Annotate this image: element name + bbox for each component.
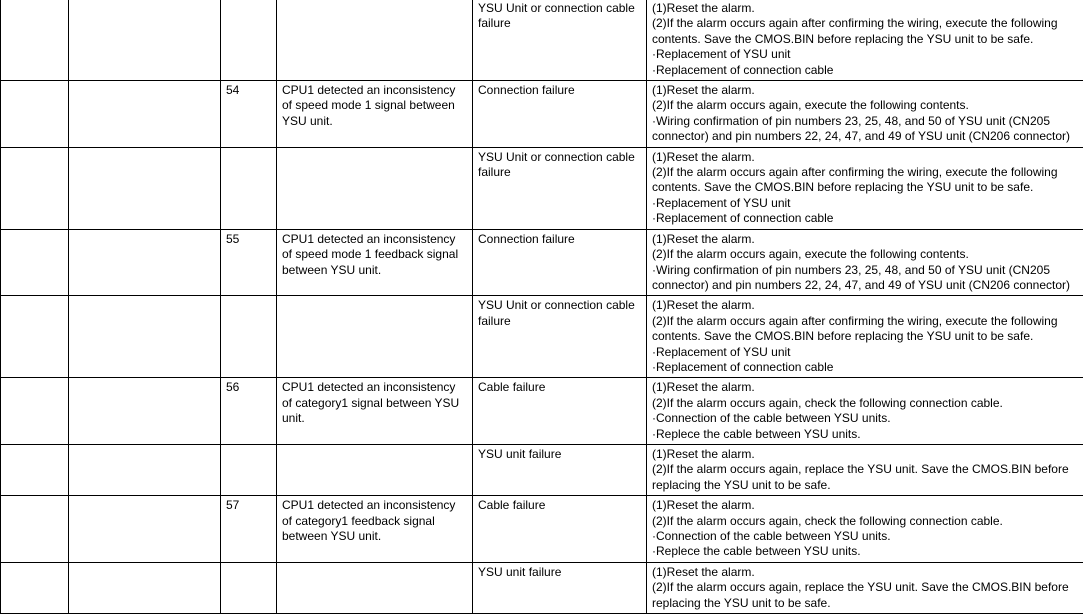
alarm-description-cell [277, 296, 473, 378]
table-row [1, 296, 1083, 378]
alarm-cause-cell: YSU Unit or connection cable failure [473, 296, 647, 378]
table-row [1, 147, 1083, 229]
alarm-action-cell: (1)Reset the alarm. (2)If the alarm occurs again, check the following connection cable. ·Connection of the cable between YSU units. ·Replece the cable between YSU units. [647, 496, 1083, 563]
alarm-cause-cell: YSU unit failure [473, 562, 647, 613]
alarm-action-cell: (1)Reset the alarm. (2)If the alarm occurs again after confirming the wiring, execute the following contents. Save the CMOS.BIN before replacing the YSU unit to be safe. ·Replacement of YSU unit ·Replacement of connection cable [647, 296, 1083, 378]
blank-cell [69, 229, 221, 296]
blank-cell [69, 0, 221, 81]
blank-cell [1, 296, 69, 378]
alarm-number-cell [221, 296, 277, 378]
alarm-number-cell: 56 [221, 378, 277, 445]
alarm-cause-cell: YSU Unit or connection cable failure [473, 147, 647, 229]
alarm-description-cell: CPU1 detected an inconsistency of speed mode 1 signal between YSU unit. [277, 81, 473, 148]
blank-cell [1, 0, 69, 81]
alarm-description-cell: CPU1 detected an inconsistency of category1 signal between YSU unit. [277, 378, 473, 445]
alarm-description-cell: CPU1 detected an inconsistency of speed mode 1 feedback signal between YSU unit. [277, 229, 473, 296]
alarm-description-cell: CPU1 detected an inconsistency of category1 feedback signal between YSU unit. [277, 496, 473, 563]
alarm-cause-cell: Cable failure [473, 496, 647, 563]
alarm-cause-cell: Connection failure [473, 81, 647, 148]
alarm-action-cell: (1)Reset the alarm. (2)If the alarm occurs again, execute the following contents. ·Wiring confirmation of pin numbers 23, 25, 48, and 50 of YSU unit (CN205 connector) and pin numbers 22, 24, 47, and 49 of YSU unit (CN206 connector) [647, 229, 1083, 296]
blank-cell [1, 496, 69, 563]
alarm-description-cell [277, 562, 473, 613]
alarm-action-cell: (1)Reset the alarm. (2)If the alarm occurs again after confirming the wiring, execute the following contents. Save the CMOS.BIN before replacing the YSU unit to be safe. ·Replacement of YSU unit ·Replacement of connection cable [647, 0, 1083, 81]
alarm-action-cell: (1)Reset the alarm. (2)If the alarm occurs again, replace the YSU unit. Save the CMOS.BIN before replacing the YSU unit to be safe. [647, 444, 1083, 495]
blank-cell [1, 81, 69, 148]
alarm-number-cell [221, 444, 277, 495]
blank-cell [1, 444, 69, 495]
alarm-cause-cell: Connection failure [473, 229, 647, 296]
table-row [1, 496, 1083, 563]
alarm-number-cell [221, 562, 277, 613]
alarm-description-cell [277, 147, 473, 229]
blank-cell [1, 378, 69, 445]
blank-cell [69, 562, 221, 613]
blank-cell [69, 378, 221, 445]
blank-cell [69, 147, 221, 229]
alarm-cause-cell: YSU unit failure [473, 444, 647, 495]
alarm-action-cell: (1)Reset the alarm. (2)If the alarm occurs again, check the following connection cable. ·Connection of the cable between YSU units. ·Replece the cable between YSU units. [647, 378, 1083, 445]
blank-cell [1, 147, 69, 229]
alarm-action-cell: (1)Reset the alarm. (2)If the alarm occurs again, execute the following contents. ·Wiring confirmation of pin numbers 23, 25, 48, and 50 of YSU unit (CN205 connector) and pin numbers 22, 24, 47, and 49 of YSU unit (CN206 connector) [647, 81, 1083, 148]
alarm-cause-cell: Cable failure [473, 378, 647, 445]
blank-cell [69, 496, 221, 563]
table-row [1, 378, 1083, 445]
alarm-action-cell: (1)Reset the alarm. (2)If the alarm occurs again after confirming the wiring, execute the following contents. Save the CMOS.BIN before replacing the YSU unit to be safe. ·Replacement of YSU unit ·Replacement of connection cable [647, 147, 1083, 229]
table-row [1, 562, 1083, 613]
blank-cell [1, 562, 69, 613]
table-row [1, 0, 1083, 81]
alarm-cause-cell: YSU Unit or connection cable failure [473, 0, 647, 81]
alarm-description-cell [277, 444, 473, 495]
table-row [1, 229, 1083, 296]
alarm-number-cell [221, 147, 277, 229]
blank-cell [69, 444, 221, 495]
alarm-action-cell: (1)Reset the alarm. (2)If the alarm occurs again, replace the YSU unit. Save the CMOS.BIN before replacing the YSU unit to be safe. [647, 562, 1083, 613]
alarm-description-cell [277, 0, 473, 81]
blank-cell [1, 229, 69, 296]
alarm-table-body [1, 0, 1083, 614]
alarm-number-cell [221, 0, 277, 81]
alarm-number-cell: 54 [221, 81, 277, 148]
alarm-number-cell: 55 [221, 229, 277, 296]
blank-cell [69, 296, 221, 378]
blank-cell [69, 81, 221, 148]
table-row [1, 81, 1083, 148]
alarm-number-cell: 57 [221, 496, 277, 563]
table-row [1, 444, 1083, 495]
